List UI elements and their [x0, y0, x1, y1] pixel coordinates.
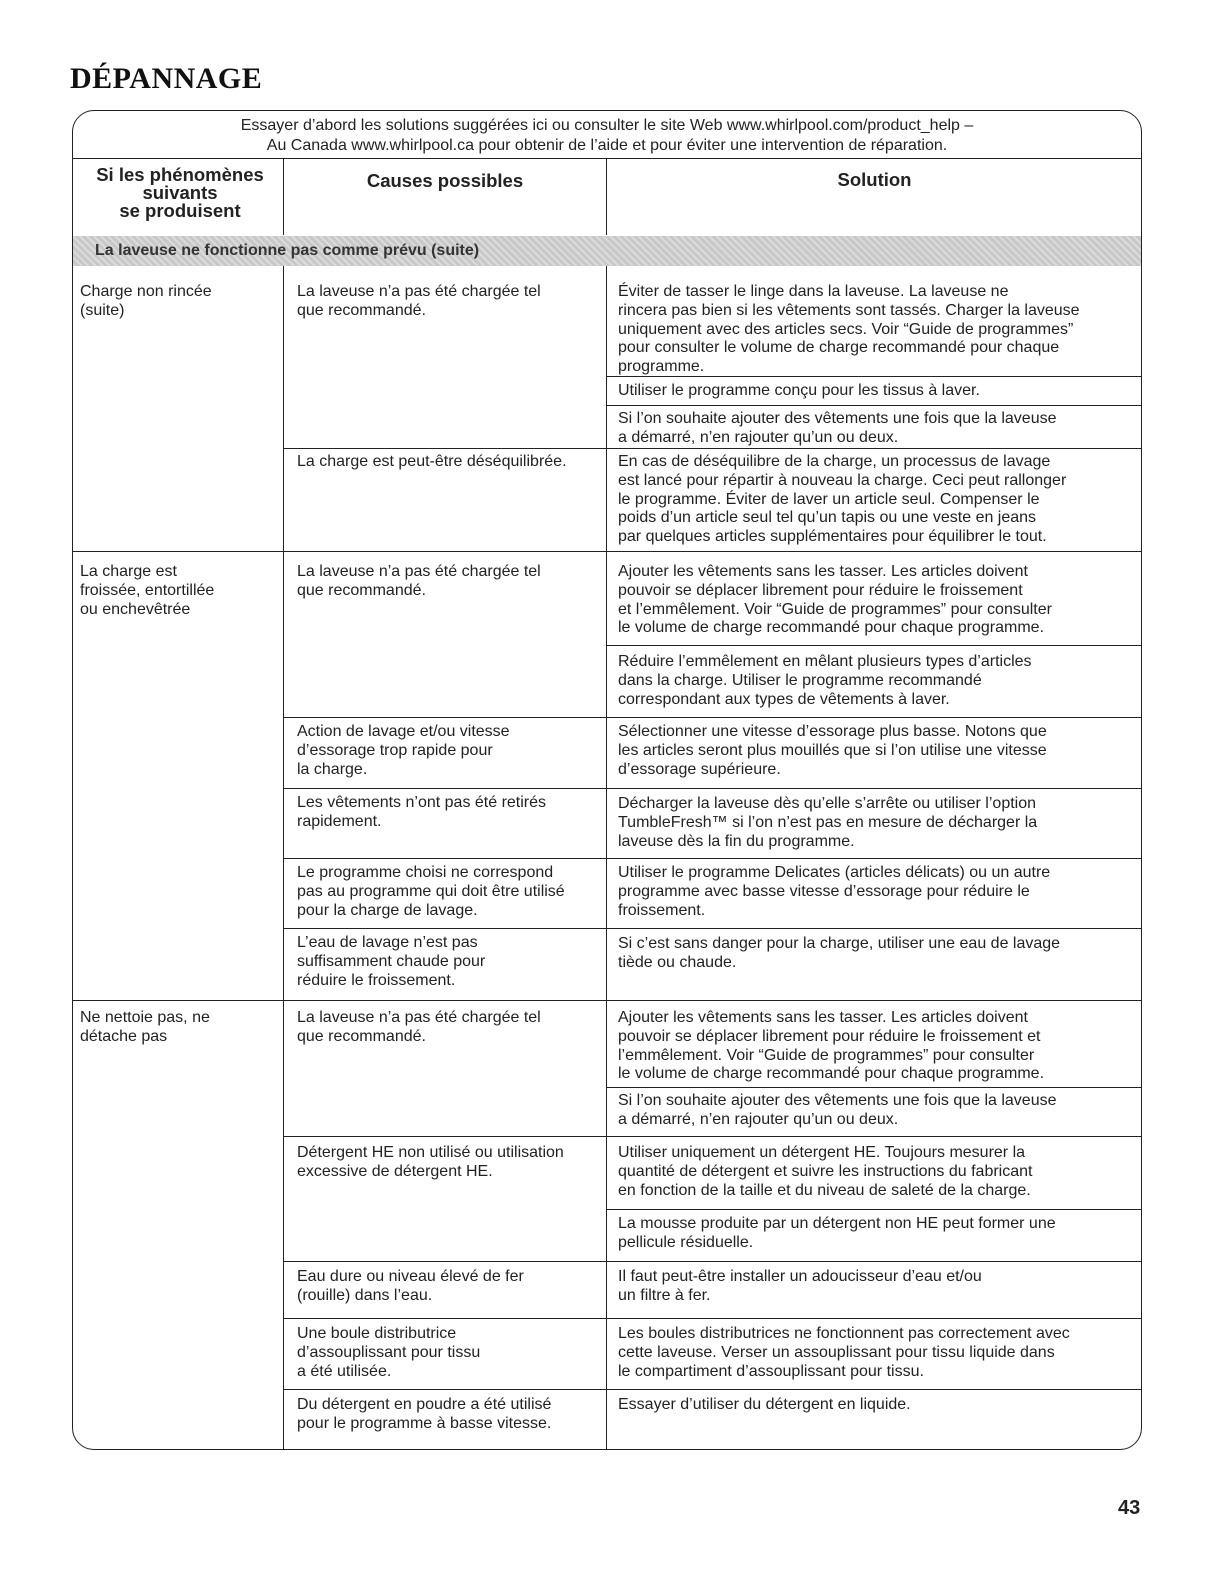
- cause-cell: La laveuse n’a pas été chargée tel que recommandé.: [297, 563, 541, 599]
- solution-cell: Si l’on souhaite ajouter des vêtements une fois que la laveuse a démarré, n’en rajouter qu’un ou deux.: [618, 1092, 1057, 1128]
- row-divider: [283, 1136, 1141, 1137]
- solution-cell: Ajouter les vêtements sans les tasser. Les articles doivent pouvoir se déplacer librement pour réduire le froissement et l’emmêlement. Voir “Guide de programmes” pour consulter le volume de charge recommandé pour chaque programme.: [618, 1009, 1045, 1083]
- row-divider: [283, 1261, 1141, 1262]
- row-divider: [606, 1209, 1141, 1210]
- cause-cell: Eau dure ou niveau élevé de fer (rouille) dans l’eau.: [297, 1268, 524, 1304]
- header-causes: Causes possibles: [366, 170, 524, 191]
- solution-cell: En cas de déséquilibre de la charge, un processus de lavage est lancé pour répartir à nouveau la charge. Ceci peut rallonger le programme. Éviter de laver un article seul. Compenser le poids d’un article seul tel qu’un tapis ou une veste en jeans par quelques articles supplémentaires pour équilibrer le tout.: [618, 453, 1067, 546]
- solution-cell: Si c’est sans danger pour la charge, utiliser une eau de lavage tiède ou chaude.: [618, 935, 1061, 971]
- solution-cell: Sélectionner une vitesse d’essorage plus basse. Notons que les articles seront plus mouillés que si l’on utilise une vitesse d’essorage supérieure.: [618, 723, 1047, 778]
- cause-cell: L’eau de lavage n’est pas suffisamment chaude pour réduire le froissement.: [297, 934, 486, 989]
- solution-cell: La mousse produite par un détergent non HE peut former une pellicule résiduelle.: [618, 1215, 1056, 1251]
- row-divider: [73, 1000, 1141, 1001]
- header-solution: Solution: [837, 169, 912, 190]
- row-divider: [283, 858, 1141, 859]
- row-divider: [606, 1087, 1141, 1088]
- problem-cell: Ne nettoie pas, ne détache pas: [80, 1009, 210, 1045]
- row-divider: [606, 645, 1141, 646]
- row-divider: [283, 1389, 1141, 1390]
- solution-cell: Ajouter les vêtements sans les tasser. Les articles doivent pouvoir se déplacer librement pour réduire le froissement et l’emmêlement. Voir “Guide de programmes” pour consulter le volume de charge recommandé pour chaque programme.: [618, 563, 1052, 637]
- solution-cell: Les boules distributrices ne fonctionnent pas correctement avec cette laveuse. Verser un assouplissant pour tissu liquide dans le compartiment d’assouplissant pour tissu.: [618, 1325, 1070, 1380]
- cause-cell: La charge est peut-être déséquilibrée.: [297, 453, 567, 470]
- row-divider: [283, 788, 1141, 789]
- cause-cell: Le programme choisi ne correspond pas au programme qui doit être utilisé pour la charge de lavage.: [297, 864, 565, 919]
- solution-cell: Essayer d’utiliser du détergent en liquide.: [618, 1396, 911, 1413]
- problem-cell: La charge est froissée, entortillée ou enchevêtrée: [80, 563, 215, 618]
- table-header-rule: [73, 158, 1141, 159]
- intro-line: Essayer d’abord les solutions suggérées ici ou consulter le site Web www.whirlpool.com/product_help –: [240, 117, 974, 134]
- row-divider: [283, 928, 1141, 929]
- solution-cell: Réduire l’emmêlement en mêlant plusieurs types d’articles dans la charge. Utiliser le programme recommandé correspondant aux types de vêtements à laver.: [618, 653, 1032, 708]
- row-divider: [606, 405, 1141, 406]
- intro-text: [72, 116, 1142, 156]
- cause-cell: Du détergent en poudre a été utilisé pour le programme à basse vitesse.: [297, 1396, 552, 1432]
- row-divider: [73, 551, 1141, 552]
- page-title: DÉPANNAGE: [70, 62, 263, 95]
- cause-cell: Les vêtements n’ont pas été retirés rapidement.: [297, 794, 547, 830]
- intro-line: Au Canada www.whirlpool.ca pour obtenir de l’aide et pour éviter une intervention de réparation.: [266, 137, 948, 154]
- solution-cell: Si l’on souhaite ajouter des vêtements une fois que la laveuse a démarré, n’en rajouter qu’un ou deux.: [618, 410, 1057, 446]
- solution-cell: Utiliser le programme conçu pour les tissus à laver.: [618, 382, 980, 399]
- cause-cell: La laveuse n’a pas été chargée tel que recommandé.: [297, 283, 541, 319]
- header-problems: Si les phénomènes suivants se produisent: [96, 164, 264, 221]
- problem-cell: Charge non rincée (suite): [80, 283, 212, 319]
- solution-cell: Il faut peut-être installer un adoucisseur d’eau et/ou un filtre à fer.: [618, 1268, 982, 1304]
- page-number: 43: [1118, 1497, 1141, 1519]
- cause-cell: La laveuse n’a pas été chargée tel que recommandé.: [297, 1009, 541, 1045]
- solution-cell: Éviter de tasser le linge dans la laveuse. La laveuse ne rincera pas bien si les vêtements sont tassés. Charger la laveuse uniquement avec des articles secs. Voir “Guide de programmes” pour consulter le volume de charge recommandé pour chaque programme.: [618, 283, 1080, 376]
- cause-cell: Détergent HE non utilisé ou utilisation excessive de détergent HE.: [297, 1144, 564, 1180]
- cause-cell: Une boule distributrice d’assouplissant pour tissu a été utilisée.: [297, 1325, 481, 1380]
- row-divider: [283, 717, 1141, 718]
- section-title: La laveuse ne fonctionne pas comme prévu (suite): [95, 242, 480, 259]
- column-divider: [606, 158, 607, 235]
- cause-cell: Action de lavage et/ou vitesse d’essorage trop rapide pour la charge.: [297, 723, 510, 778]
- solution-cell: Décharger la laveuse dès qu’elle s’arrête ou utiliser l’option TumbleFresh™ si l’on n’est pas en mesure de décharger la laveuse dès la fin du programme.: [618, 795, 1038, 850]
- solution-cell: Utiliser le programme Delicates (articles délicats) ou un autre programme avec basse vitesse d’essorage pour réduire le froissement.: [618, 864, 1051, 919]
- row-divider: [283, 448, 1141, 449]
- section-header-band: [73, 236, 1141, 266]
- column-divider: [283, 158, 284, 235]
- row-divider: [283, 1318, 1141, 1319]
- row-divider: [606, 376, 1141, 377]
- solution-cell: Utiliser uniquement un détergent HE. Toujours mesurer la quantité de détergent et suivre les instructions du fabricant en fonction de la taille et du niveau de saleté de la charge.: [618, 1144, 1033, 1199]
